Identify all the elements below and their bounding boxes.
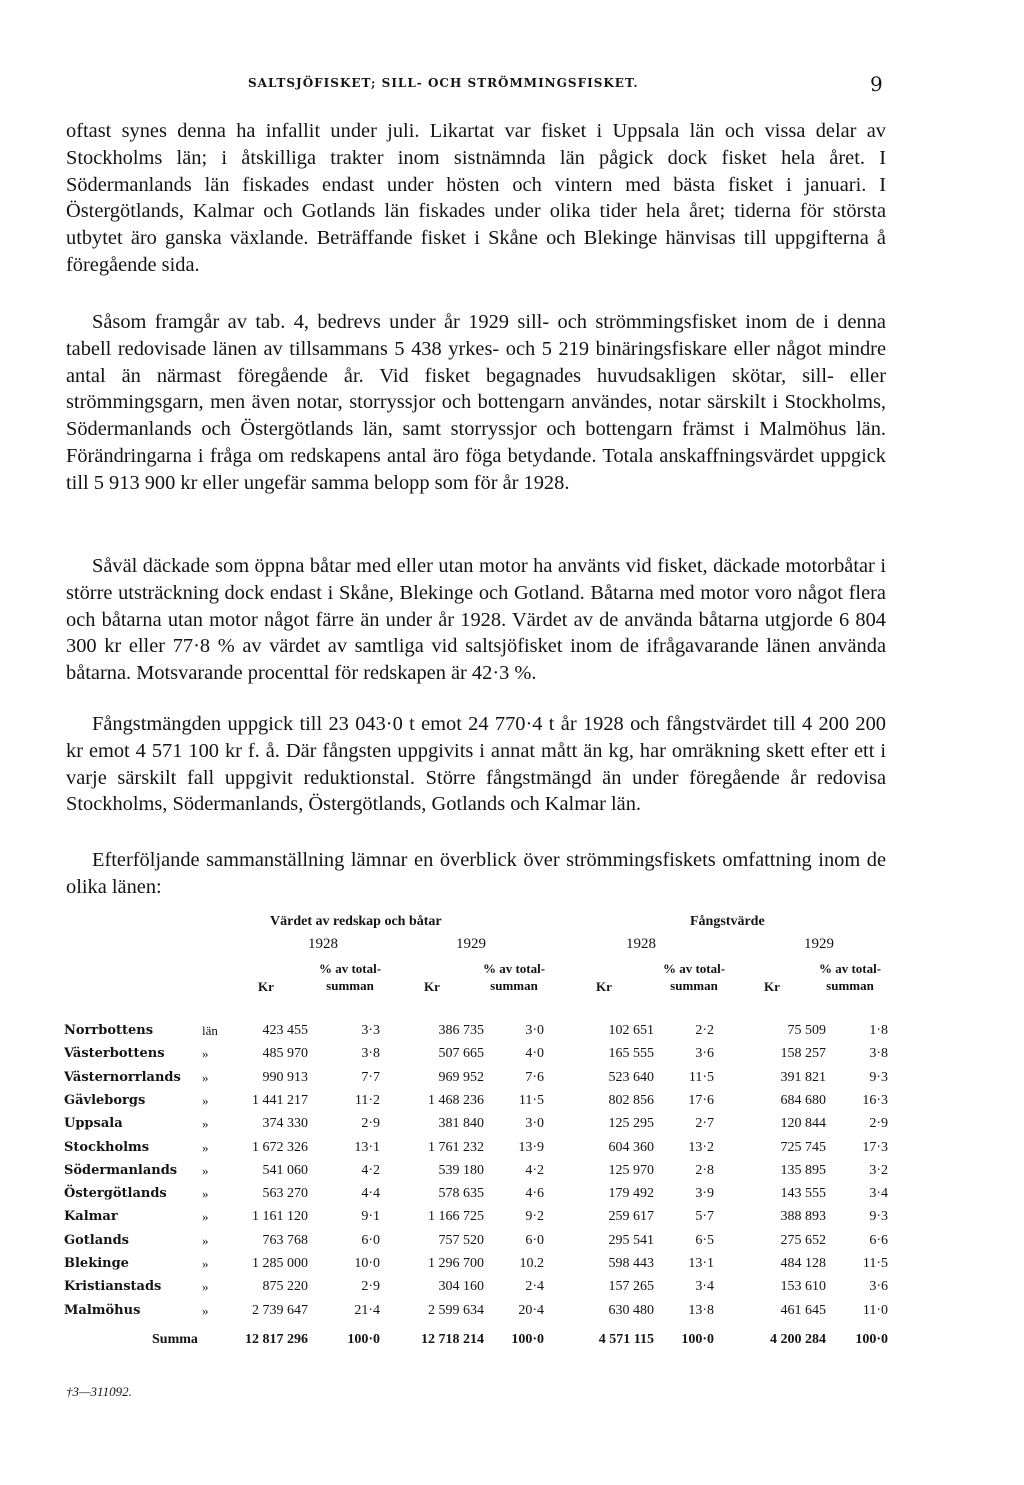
cell-q1: 3·9 bbox=[695, 1186, 714, 1202]
cell-f2: 725 745 bbox=[780, 1139, 826, 1155]
cell-p1: 9·1 bbox=[361, 1209, 380, 1225]
cell-q1: 3·4 bbox=[695, 1279, 714, 1295]
cell-p2: 7·6 bbox=[525, 1069, 544, 1085]
county-suffix: » bbox=[202, 1302, 209, 1318]
cell-f1: 157 265 bbox=[608, 1279, 654, 1295]
page-number: 9 bbox=[870, 72, 883, 96]
cell-p1: 6·0 bbox=[361, 1232, 380, 1248]
header-pct-4: % av total-summan bbox=[818, 961, 882, 993]
cell-p2: 20·4 bbox=[518, 1302, 544, 1318]
cell-f1: 604 360 bbox=[608, 1139, 654, 1155]
cell-q2: 9·3 bbox=[869, 1069, 888, 1085]
table-row bbox=[62, 1093, 892, 1116]
cell-v1: 485 970 bbox=[262, 1046, 308, 1062]
paragraph-5: Efterföljande sammanställning lämnar en överblick över strömmingsfiskets omfattning inom de olika länen: bbox=[66, 849, 886, 898]
cell-v2: 1 761 232 bbox=[428, 1139, 484, 1155]
cell-q1: 5·7 bbox=[695, 1209, 714, 1225]
paragraph-4: Fångstmängden uppgick till 23 043·0 t emot 24 770·4 t år 1928 och fångstvärdet till 4 200 200 kr emot 4 571 100 kr f. å. Där fångsten uppgivits i annat mått än kg, har omräkning skett efter ett i varje särskilt fall uppgivit reduktionstal. Större fångstmängd än under föregående år redovisa Stockholms, Södermanlands, Östergötlands, Gotlands och Kalmar län. bbox=[66, 713, 886, 816]
header-value-gear-boats: Värdet av redskap och båtar bbox=[270, 914, 442, 929]
footnote: †3—311092. bbox=[66, 1384, 132, 1399]
header-year-1929-value: 1929 bbox=[456, 936, 486, 952]
cell-p1: 11·2 bbox=[354, 1092, 380, 1108]
header-year-1928-value: 1928 bbox=[308, 936, 338, 952]
county-suffix: » bbox=[202, 1279, 209, 1295]
header-kr-2: Kr bbox=[424, 979, 440, 994]
header-year-1929-catch: 1929 bbox=[804, 936, 834, 952]
cell-p1: 4·2 bbox=[361, 1162, 380, 1178]
cell-f2: 461 645 bbox=[780, 1302, 826, 1318]
cell-f2: 120 844 bbox=[780, 1116, 826, 1132]
cell-f2: 484 128 bbox=[780, 1256, 826, 1271]
cell-p2: 10.2 bbox=[519, 1256, 544, 1271]
cell-f1: 125 970 bbox=[608, 1162, 654, 1178]
cell-v1: 2 739 647 bbox=[252, 1302, 308, 1318]
paragraph-2: Såsom framgår av tab. 4, bedrevs under år 1929 sill- och strömmingsfisket inom de i denna tabell redovisade länen av tillsammans 5 438 yrkes- och 5 219 binäringsfiskare eller något mindre antal än närmast föregående år. Vid fisket begagnades huvudsakligen skötar, sill- eller strömmingsgarn, men även notar, storryssjor och bottengarn användes, notar särskilt i Stockholms, Södermanlands och Östergötlands län, samt storryssjor och bottengarn främst i Malmöhus län. Förändringarna i fråga om redskapens antal äro föga betydande. Totala anskaffningsvärdet uppgick till 5 913 900 kr eller ungefär samma belopp som för år 1928. bbox=[66, 311, 886, 494]
cell-f1: 295 541 bbox=[608, 1232, 654, 1248]
cell-p1: 2·9 bbox=[361, 1279, 380, 1295]
cell-f1: 125 295 bbox=[608, 1116, 654, 1132]
header-pct-3: % av total-summan bbox=[662, 961, 726, 993]
cell-v2: 386 735 bbox=[438, 1023, 484, 1038]
header-catch-value: Fångstvärde bbox=[690, 914, 765, 929]
cell-p1: 7·7 bbox=[361, 1069, 380, 1085]
county-suffix: » bbox=[202, 1092, 209, 1108]
cell-f2: 135 895 bbox=[780, 1162, 826, 1178]
county-suffix: » bbox=[202, 1116, 209, 1132]
county-name: Kristianstads bbox=[64, 1279, 162, 1295]
cell-f1: 630 480 bbox=[608, 1302, 654, 1318]
table-row bbox=[62, 1256, 892, 1279]
header-year-1928-catch: 1928 bbox=[626, 936, 656, 952]
county-name: Malmöhus bbox=[64, 1302, 141, 1318]
table-row bbox=[62, 1163, 892, 1186]
cell-v2: 1 468 236 bbox=[428, 1092, 484, 1108]
cell-q2: 1·8 bbox=[869, 1023, 888, 1038]
county-name: Norrbottens bbox=[64, 1023, 154, 1038]
cell-q2: 3·8 bbox=[869, 1046, 888, 1062]
cell-v2: 381 840 bbox=[438, 1116, 484, 1132]
cell-f1: 259 617 bbox=[608, 1209, 654, 1225]
cell-v1: 1 441 217 bbox=[252, 1092, 308, 1108]
cell-v1: 541 060 bbox=[262, 1162, 308, 1178]
cell-f1: 598 443 bbox=[608, 1256, 654, 1271]
cell-p1: 10·0 bbox=[354, 1256, 380, 1271]
total-f2: 4 200 284 bbox=[770, 1331, 826, 1347]
cell-q1: 11·5 bbox=[688, 1069, 714, 1085]
total-q2: 100·0 bbox=[855, 1331, 888, 1347]
cell-v1: 423 455 bbox=[262, 1023, 308, 1038]
cell-v2: 1 296 700 bbox=[428, 1256, 484, 1271]
cell-f2: 275 652 bbox=[780, 1232, 826, 1248]
cell-f1: 102 651 bbox=[608, 1023, 654, 1038]
cell-v2: 578 635 bbox=[438, 1186, 484, 1202]
county-name: Blekinge bbox=[64, 1256, 129, 1271]
total-v1: 12 817 296 bbox=[245, 1331, 308, 1347]
cell-v2: 757 520 bbox=[438, 1232, 484, 1248]
county-name: Gävleborgs bbox=[64, 1092, 146, 1108]
cell-f2: 153 610 bbox=[780, 1279, 826, 1295]
cell-f2: 391 821 bbox=[780, 1069, 826, 1085]
cell-v1: 374 330 bbox=[262, 1116, 308, 1132]
cell-q2: 6·6 bbox=[869, 1232, 888, 1248]
cell-p2: 11·5 bbox=[518, 1092, 544, 1108]
cell-q2: 3·2 bbox=[869, 1162, 888, 1178]
cell-f2: 143 555 bbox=[780, 1186, 826, 1202]
cell-v2: 507 665 bbox=[438, 1046, 484, 1062]
cell-p1: 21·4 bbox=[354, 1302, 380, 1318]
table-row bbox=[62, 1233, 892, 1256]
cell-f1: 523 640 bbox=[608, 1069, 654, 1085]
table-row bbox=[62, 1116, 892, 1139]
cell-v1: 875 220 bbox=[262, 1279, 308, 1295]
cell-f2: 158 257 bbox=[780, 1046, 826, 1062]
cell-f2: 75 509 bbox=[787, 1023, 826, 1038]
paragraph-3: Såväl däckade som öppna båtar med eller utan motor ha använts vid fisket, däckade motorbåtar i större utsträckning dock endast i Skåne, Blekinge och Gotland. Båtarna med motor voro något flera och båtarna utan motor något färre än under år 1928. Värdet av de använda båtarna utgjorde 6 804 300 kr eller 77·8 % av värdet av samtliga vid saltsjöfisket inom de ifrågavarande länen använda båtarna. Motsvarande procenttal för redskapen är 42·3 %. bbox=[66, 555, 886, 685]
table-row bbox=[62, 1209, 892, 1232]
cell-q2: 11·0 bbox=[862, 1302, 888, 1318]
cell-q2: 3·6 bbox=[869, 1279, 888, 1295]
cell-q2: 2·9 bbox=[869, 1116, 888, 1132]
cell-q1: 3·6 bbox=[695, 1046, 714, 1062]
table-total-row bbox=[62, 1332, 892, 1355]
header-pct-2: % av total-summan bbox=[482, 961, 546, 993]
cell-v1: 1 161 120 bbox=[252, 1209, 308, 1225]
cell-f2: 684 680 bbox=[780, 1092, 826, 1108]
county-name: Uppsala bbox=[64, 1116, 123, 1132]
cell-v1: 763 768 bbox=[262, 1232, 308, 1248]
cell-p2: 9·2 bbox=[525, 1209, 544, 1225]
cell-q1: 2·7 bbox=[695, 1116, 714, 1132]
cell-p2: 3·0 bbox=[525, 1023, 544, 1038]
cell-v2: 1 166 725 bbox=[428, 1209, 484, 1225]
header-kr-4: Kr bbox=[764, 979, 780, 994]
county-suffix: » bbox=[202, 1256, 209, 1271]
total-q1: 100·0 bbox=[681, 1331, 714, 1347]
county-suffix: » bbox=[202, 1209, 209, 1225]
county-name: Västernorrlands bbox=[64, 1069, 181, 1085]
county-name: Kalmar bbox=[64, 1209, 118, 1225]
total-label: Summa bbox=[152, 1331, 198, 1347]
running-head: SALTSJÖFISKET; SILL- OCH STRÖMMINGSFISKET. bbox=[248, 76, 639, 90]
county-suffix: » bbox=[202, 1162, 209, 1178]
header-kr-1: Kr bbox=[258, 979, 274, 994]
header-kr-3: Kr bbox=[596, 979, 612, 994]
cell-q1: 13·8 bbox=[688, 1302, 714, 1318]
cell-v2: 304 160 bbox=[438, 1279, 484, 1295]
total-p2: 100·0 bbox=[511, 1331, 544, 1347]
cell-v2: 2 599 634 bbox=[428, 1302, 484, 1318]
cell-p2: 4·6 bbox=[525, 1186, 544, 1202]
cell-v1: 1 672 326 bbox=[252, 1139, 308, 1155]
table-row bbox=[62, 1070, 892, 1093]
county-suffix: » bbox=[202, 1139, 209, 1155]
cell-f2: 388 893 bbox=[780, 1209, 826, 1225]
table-row bbox=[62, 1140, 892, 1163]
cell-v2: 969 952 bbox=[438, 1069, 484, 1085]
cell-v1: 1 285 000 bbox=[252, 1256, 308, 1271]
county-suffix: » bbox=[202, 1069, 209, 1085]
cell-p2: 6·0 bbox=[525, 1232, 544, 1248]
cell-q2: 17·3 bbox=[862, 1139, 888, 1155]
county-name: Östergötlands bbox=[64, 1186, 167, 1202]
cell-p2: 3·0 bbox=[525, 1116, 544, 1132]
total-p1: 100·0 bbox=[347, 1331, 380, 1347]
cell-q1: 6·5 bbox=[695, 1232, 714, 1248]
cell-f1: 802 856 bbox=[608, 1092, 654, 1108]
county-name: Gotlands bbox=[64, 1232, 129, 1248]
cell-q1: 13·1 bbox=[688, 1256, 714, 1271]
county-name: Södermanlands bbox=[64, 1162, 178, 1178]
summary-table bbox=[62, 912, 892, 1362]
county-suffix: län bbox=[202, 1023, 218, 1038]
total-f1: 4 571 115 bbox=[598, 1331, 654, 1347]
paragraph-1: oftast synes denna ha infallit under juli. Likartat var fisket i Uppsala län och vissa delar av Stockholms län; i åtskilliga trakter inom sistnämnda län pågick dock fisket hela året. I Södermanlands län fiskades endast under hösten och vintern med bästa fisket i januari. I Östergötlands, Kalmar och Gotlands län fiskades under olika tider hela året; tiderna för största utbytet äro ganska växlande. Beträffande fisket i Skåne och Blekinge hänvisas till uppgifterna å föregående sida. bbox=[66, 120, 886, 276]
table-row bbox=[62, 1046, 892, 1069]
cell-v2: 539 180 bbox=[438, 1162, 484, 1178]
cell-p2: 4·2 bbox=[525, 1162, 544, 1178]
county-name: Stockholms bbox=[64, 1139, 150, 1155]
cell-q2: 9·3 bbox=[869, 1209, 888, 1225]
cell-q2: 16·3 bbox=[862, 1092, 888, 1108]
header-pct-1: % av total-summan bbox=[318, 961, 382, 993]
county-suffix: » bbox=[202, 1046, 209, 1062]
cell-v1: 990 913 bbox=[262, 1069, 308, 1085]
cell-p1: 4·4 bbox=[361, 1186, 380, 1202]
total-v2: 12 718 214 bbox=[421, 1331, 484, 1347]
cell-q1: 2·2 bbox=[695, 1023, 714, 1038]
table-row bbox=[62, 1303, 892, 1326]
cell-p1: 2·9 bbox=[361, 1116, 380, 1132]
cell-v1: 563 270 bbox=[262, 1186, 308, 1202]
cell-q1: 17·6 bbox=[688, 1092, 714, 1108]
cell-q2: 3·4 bbox=[869, 1186, 888, 1202]
cell-p2: 13·9 bbox=[518, 1139, 544, 1155]
cell-p1: 3·8 bbox=[361, 1046, 380, 1062]
cell-p2: 4·0 bbox=[525, 1046, 544, 1062]
cell-f1: 165 555 bbox=[608, 1046, 654, 1062]
cell-p1: 13·1 bbox=[354, 1139, 380, 1155]
cell-q2: 11·5 bbox=[862, 1256, 888, 1271]
county-suffix: » bbox=[202, 1232, 209, 1248]
table-row bbox=[62, 1186, 892, 1209]
cell-q1: 13·2 bbox=[688, 1139, 714, 1155]
cell-p2: 2·4 bbox=[525, 1279, 544, 1295]
county-name: Västerbottens bbox=[64, 1046, 165, 1062]
cell-p1: 3·3 bbox=[361, 1023, 380, 1038]
table-row bbox=[62, 1023, 892, 1046]
table-row bbox=[62, 1279, 892, 1302]
county-suffix: » bbox=[202, 1186, 209, 1202]
cell-f1: 179 492 bbox=[608, 1186, 654, 1202]
cell-q1: 2·8 bbox=[695, 1162, 714, 1178]
